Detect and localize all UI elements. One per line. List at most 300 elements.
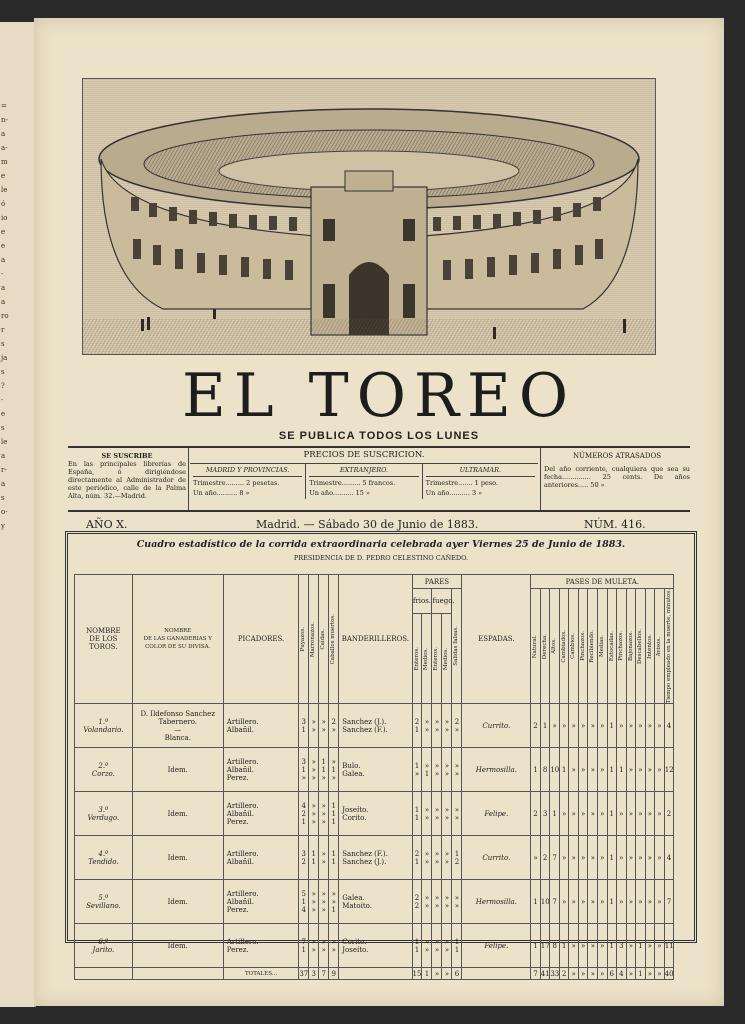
back-issues-title: NÚMEROS ATRASADOS <box>573 452 661 460</box>
issue-date: Madrid. — Sábado 30 de Junio de 1883. <box>256 518 479 531</box>
masthead-subtitle: SE PUBLICA TODOS LOS LUNES <box>278 430 480 442</box>
vertical-header-text: Salidas falsas. <box>453 626 460 667</box>
muleta-stat: » <box>636 792 646 836</box>
totals-stat: 2 <box>559 968 569 980</box>
muleta-stat: 1 <box>607 880 617 924</box>
suscribe-text: En las principales librerías de España, ó dirigiéndose directamente al Administrador de este periódico, calle de la Palma Alta, núm. 32.—Madrid. <box>68 460 186 500</box>
header-ganaderias: NOMBRE DE LAS GANADERIAS Y COLOR DE SU DIVISA. <box>132 575 223 704</box>
pares-stat: » » <box>432 704 442 748</box>
espada: Currito. <box>462 704 531 748</box>
header-muleta-sub <box>664 589 674 704</box>
muleta-stat: » <box>588 924 598 968</box>
left-page-fragment: a <box>1 298 6 306</box>
stats-table <box>74 574 688 980</box>
banderilleros: Sanchez (F.). Sanchez (J.). <box>339 836 412 880</box>
vertical-header-text: Recibiendo. <box>589 629 596 663</box>
totals-stat: 7 <box>319 968 329 980</box>
muleta-stat: 8 <box>540 748 550 792</box>
pares-stat: 1 1 <box>452 924 462 968</box>
muleta-stat: » <box>597 792 607 836</box>
header-muleta-sub <box>531 589 541 704</box>
muleta-stat: » <box>617 880 627 924</box>
left-page-fragment: io <box>1 214 8 222</box>
table-row <box>75 836 688 880</box>
price-column <box>306 464 422 499</box>
totals-stat: » <box>569 968 579 980</box>
picador-stat: » » <box>329 924 339 968</box>
totals-stat: 1 <box>636 968 646 980</box>
header-muleta-sub <box>578 589 588 704</box>
muleta-stat: » <box>655 792 665 836</box>
muleta-stat: 8 <box>550 924 560 968</box>
muleta-stat: » <box>578 924 588 968</box>
muleta-stat: » <box>617 792 627 836</box>
vertical-header-text: Bajonazos. <box>627 631 634 662</box>
totals-stat: 7 <box>531 968 541 980</box>
price-column <box>190 464 306 499</box>
suscribe-section <box>68 452 186 500</box>
muleta-stat: » <box>588 704 598 748</box>
muleta-stat: » <box>626 704 636 748</box>
header-muleta-sub <box>550 589 560 704</box>
header-picadores-sub <box>309 575 319 704</box>
pares-stat: » » <box>432 792 442 836</box>
left-page-fragment: a <box>1 130 6 138</box>
header-pares-sub <box>452 589 462 704</box>
muleta-stat: » <box>655 924 665 968</box>
issue-year: AÑO X. <box>86 518 128 531</box>
header-pares-sub <box>412 613 422 704</box>
muleta-stat: » <box>531 836 541 880</box>
vertical-header-text: Natural. <box>532 634 539 658</box>
header-pares: PARES <box>412 575 462 589</box>
vertical-header-text: Enteros. <box>413 646 420 671</box>
muleta-stat: » <box>645 880 655 924</box>
vertical-header-text: Puyazos. <box>300 627 307 652</box>
pares-stat: » » <box>432 880 442 924</box>
pares-stat: » » <box>442 704 452 748</box>
pares-stat: » » <box>442 880 452 924</box>
totals-stat: 3 <box>309 968 319 980</box>
muleta-stat: » <box>569 704 579 748</box>
muleta-stat: » <box>597 880 607 924</box>
muleta-stat: » <box>597 748 607 792</box>
muleta-stat: » <box>559 836 569 880</box>
espada: Felipe. <box>462 792 531 836</box>
totals-stat: 6 <box>452 968 462 980</box>
masthead-title: EL TOREO <box>181 361 577 431</box>
vertical-header-text: Cambios. <box>570 633 577 660</box>
ganaderia: Idem. <box>132 924 223 968</box>
muleta-stat: » <box>597 924 607 968</box>
muleta-stat: 2 <box>531 704 541 748</box>
muleta-stat: 1 <box>559 748 569 792</box>
back-issues-text: Del año corriente, cualquiera que sea su fecha.............. 25 cents. De años anteriores..... 50 » <box>544 465 690 489</box>
muleta-stat: » <box>588 880 598 924</box>
left-page-fragment: ? <box>1 382 5 390</box>
table-title: Cuadro estadístico de la corrida extraordinaria celebrada ayer Viernes 25 de Junio de 1883. <box>136 539 626 550</box>
left-page-fragment: a <box>1 480 6 488</box>
header-muleta-sub <box>655 589 665 704</box>
left-page-fragment: n- <box>1 116 8 124</box>
totals-stat: » <box>655 968 665 980</box>
suscribe-title: SE SUSCRIBE <box>101 452 153 460</box>
espada: Currito. <box>462 836 531 880</box>
pares-stat: 2 1 <box>412 704 422 748</box>
bull-name: 2.º Corzo. <box>75 748 133 792</box>
bull-name: 3.º Verdugo. <box>75 792 133 836</box>
left-page-fragment: e <box>1 172 6 180</box>
pares-stat: 2 1 <box>412 836 422 880</box>
picador-stat: » » <box>319 836 329 880</box>
left-page-fragment: s <box>1 494 5 502</box>
totals-stat: » <box>626 968 636 980</box>
vertical-header-text: Caídas. <box>320 628 327 650</box>
vertical-header-text: Descabellos. <box>637 628 644 664</box>
left-page-fragment: le <box>1 186 8 194</box>
picador-stat: » » <box>319 704 329 748</box>
table-row <box>75 748 688 792</box>
picador-stat: » » » <box>309 880 319 924</box>
muleta-stat: 2 <box>540 836 550 880</box>
pares-stat: 2 » <box>452 704 462 748</box>
muleta-stat: » <box>645 836 655 880</box>
muleta-stat: » <box>655 880 665 924</box>
muleta-stat: » <box>645 748 655 792</box>
muleta-stat: » <box>559 704 569 748</box>
muleta-stat: 1 <box>540 704 550 748</box>
header-picadores-sub <box>329 575 339 704</box>
time-stat: 11 <box>664 924 674 968</box>
totals-blank <box>75 968 133 980</box>
vertical-header-text: Cambiados. <box>560 629 567 663</box>
picadores: Artillero. Albañil. Perez. <box>223 792 299 836</box>
picador-stat: 7 1 <box>299 924 309 968</box>
muleta-stat: » <box>578 880 588 924</box>
muleta-stat: 1 <box>607 792 617 836</box>
vertical-header-text: Intentos. <box>646 633 653 659</box>
pares-stat: 1 1 <box>412 792 422 836</box>
pares-stat: » » <box>422 792 432 836</box>
picadores: Artillero. Albañil. Perez. <box>223 880 299 924</box>
header-pares-group: frios. <box>412 589 432 614</box>
totals-row <box>75 968 688 980</box>
picador-stat: » » <box>319 924 329 968</box>
totals-blank <box>462 968 531 980</box>
pares-stat: » » <box>442 924 452 968</box>
muleta-stat: » <box>645 704 655 748</box>
ganaderia: Idem. <box>132 836 223 880</box>
picadores: Artillero. Perez. <box>223 924 299 968</box>
pares-stat: » » <box>422 836 432 880</box>
muleta-stat: » <box>578 748 588 792</box>
bull-name: 6.º Jarito. <box>75 924 133 968</box>
muleta-stat: 1 <box>636 924 646 968</box>
picador-stat: » » 1 <box>329 880 339 924</box>
totals-label: TOTALES... <box>223 968 299 980</box>
header-muleta: PASES DE MULETA. <box>531 575 674 589</box>
espada: Hermosilla. <box>462 880 531 924</box>
left-page-fragment: a <box>1 256 6 264</box>
left-page-fragment: a- <box>1 144 8 152</box>
ganaderia: Idem. <box>132 792 223 836</box>
muleta-stat: 1 <box>550 792 560 836</box>
picador-stat: » » <box>309 924 319 968</box>
banderilleros: Sanchez (J.). Sanchez (F.). <box>339 704 412 748</box>
picadores: Artillero. Albañil. Perez. <box>223 748 299 792</box>
pares-stat: » » <box>432 836 442 880</box>
picadores: Artillero. Albañil. <box>223 836 299 880</box>
prices-title: PRECIOS DE SUSCRICION. <box>190 450 538 464</box>
picadores: Artillero. Albañil. <box>223 704 299 748</box>
picador-stat: » » » <box>319 792 329 836</box>
left-page-fragment: m <box>1 158 8 166</box>
muleta-stat: » <box>597 704 607 748</box>
picador-stat: 3 1 <box>299 704 309 748</box>
vertical-header-text: Medias. <box>598 635 605 658</box>
muleta-stat: » <box>578 792 588 836</box>
ganaderia: D. Ildefonso Sanchez Tabernero. — Blanca. <box>132 704 223 748</box>
header-muleta-sub <box>626 589 636 704</box>
pares-stat: » » <box>442 748 452 792</box>
muleta-stat: 7 <box>550 880 560 924</box>
header-picadores-sub <box>319 575 329 704</box>
time-stat: 4 <box>664 836 674 880</box>
pares-stat: » » <box>432 748 442 792</box>
pares-stat: » » <box>442 836 452 880</box>
pares-stat: » 1 <box>422 748 432 792</box>
price-line: Un año.......... 3 » <box>425 489 483 497</box>
muleta-stat: 1 <box>559 924 569 968</box>
back-issues-section <box>544 452 690 489</box>
price-line: Trimestre....... 1 peso. <box>425 479 499 487</box>
pares-stat: » » <box>452 880 462 924</box>
newspaper-page <box>34 18 724 1006</box>
header-muleta-sub <box>607 589 617 704</box>
time-stat: 4 <box>664 704 674 748</box>
header-pares-group: fuego. <box>432 589 452 614</box>
left-page-fragment: y <box>1 522 5 530</box>
muleta-stat: 2 <box>531 792 541 836</box>
left-page-fragment: s <box>1 368 5 376</box>
totals-stat: 41 <box>540 969 550 978</box>
muleta-stat: » <box>617 704 627 748</box>
header-muleta-sub <box>597 589 607 704</box>
picador-stat: 2 » <box>329 704 339 748</box>
prices-section <box>190 450 538 499</box>
muleta-stat: 10 <box>550 748 560 792</box>
table-presidency: PRESIDENCIA DE D. PEDRO CELESTINO CAÑEDO. <box>293 554 469 562</box>
header-muleta-sub <box>636 589 646 704</box>
time-stat: 2 <box>664 792 674 836</box>
issue-number: NÚM. 416. <box>584 518 646 531</box>
totals-stat: » <box>597 968 607 980</box>
price-column-name: EXTRANJERO. <box>309 466 418 477</box>
header-picadores: PICADORES. <box>223 575 299 704</box>
table-row <box>75 704 688 748</box>
vertical-header-text: Enteros. <box>433 646 440 671</box>
muleta-stat: » <box>569 836 579 880</box>
table-row <box>75 924 688 968</box>
muleta-stat: » <box>559 792 569 836</box>
picador-stat: » » <box>309 704 319 748</box>
picador-stat: » 1 » <box>329 748 339 792</box>
picador-stat: » » » <box>309 748 319 792</box>
picador-stat: 1 1 <box>309 836 319 880</box>
muleta-stat: 10 <box>540 880 550 924</box>
left-page-fragment: e <box>1 242 6 250</box>
pares-stat: » » <box>422 924 432 968</box>
picador-stat: » » » <box>309 792 319 836</box>
picador-stat: 1 1 <box>329 836 339 880</box>
left-page-fragment: = <box>1 102 7 110</box>
left-page-fragment: r <box>1 326 5 334</box>
picador-stat: 1 1 » <box>319 748 329 792</box>
left-page-fragment: le <box>1 438 8 446</box>
muleta-stat: » <box>626 836 636 880</box>
left-page-fragment: s <box>1 340 5 348</box>
pares-stat: » » <box>442 792 452 836</box>
muleta-stat: » <box>588 748 598 792</box>
muleta-stat: » <box>626 792 636 836</box>
totals-stat: 15 <box>412 969 422 978</box>
pares-stat: » » <box>452 792 462 836</box>
left-page-fragment: a <box>1 284 6 292</box>
banderilleros: Joseíto. Corito. <box>339 792 412 836</box>
vertical-header-text: Medios. <box>443 647 450 670</box>
totals-stat: 40 <box>664 969 674 978</box>
muleta-stat: » <box>569 924 579 968</box>
picador-stat: 3 2 <box>299 836 309 880</box>
muleta-stat: » <box>597 836 607 880</box>
pares-stat: 1 » <box>412 748 422 792</box>
muleta-stat: » <box>645 924 655 968</box>
vertical-header-text: Estocadas. <box>608 631 615 662</box>
price-column-name: ULTRAMAR. <box>426 466 535 477</box>
header-toros: NOMBRE DE LOS TOROS. <box>75 575 133 704</box>
time-stat: 7 <box>664 880 674 924</box>
muleta-stat: » <box>655 836 665 880</box>
left-page-fragment: r- <box>1 466 7 474</box>
header-picadores-sub <box>299 575 309 704</box>
muleta-stat: 3 <box>617 924 627 968</box>
picador-stat: » » » <box>319 880 329 924</box>
muleta-stat: » <box>636 704 646 748</box>
vertical-header-text: Derecha. <box>541 633 548 659</box>
totals-blank <box>339 968 412 980</box>
muleta-stat: 3 <box>540 792 550 836</box>
header-muleta-sub <box>645 589 655 704</box>
muleta-stat: » <box>569 880 579 924</box>
price-line: Un año.......... 8 » <box>193 489 250 497</box>
subscription-box <box>68 446 690 512</box>
muleta-stat: » <box>626 880 636 924</box>
muleta-stat: » <box>636 836 646 880</box>
pares-stat: » » <box>432 924 442 968</box>
left-page-edge <box>0 22 36 1007</box>
left-page-fragment: ó <box>1 200 6 208</box>
muleta-stat: 1 <box>607 704 617 748</box>
muleta-stat: 1 <box>607 924 617 968</box>
muleta-stat: » <box>655 704 665 748</box>
stats-table-frame <box>65 531 697 978</box>
muleta-stat: 1 <box>531 880 541 924</box>
vertical-header-text: Pinchazos. <box>579 631 586 662</box>
price-line: Trimestre......... 2 pesetas. <box>193 479 280 487</box>
totals-stat: 6 <box>607 968 617 980</box>
muleta-stat: » <box>617 836 627 880</box>
muleta-stat: » <box>550 704 560 748</box>
picador-stat: 4 2 1 <box>299 792 309 836</box>
totals-stat: » <box>578 968 588 980</box>
left-page-fragment: - <box>1 270 4 278</box>
price-line: Un año.......... 15 » <box>309 489 370 497</box>
price-line: Trimestre......... 5 francos. <box>309 479 396 487</box>
pares-stat: 1 1 <box>412 924 422 968</box>
espada: Felipe. <box>462 924 531 968</box>
price-column <box>423 464 538 499</box>
totals-stat: 4 <box>617 968 627 980</box>
espada: Hermosilla. <box>462 748 531 792</box>
pares-stat: » » <box>452 748 462 792</box>
header-muleta-sub <box>588 589 598 704</box>
pares-stat: 2 2 <box>412 880 422 924</box>
pares-stat: » » <box>422 704 432 748</box>
time-stat: 12 <box>664 748 674 792</box>
header-banderilleros: BANDERILLEROS. <box>339 575 412 704</box>
header-muleta-sub <box>540 589 550 704</box>
pares-stat: » » <box>422 880 432 924</box>
muleta-stat: » <box>588 836 598 880</box>
left-page-fragment: ro <box>1 312 9 320</box>
muleta-stat: 1 <box>531 924 541 968</box>
bull-name: 5.º Sevillano. <box>75 880 133 924</box>
muleta-stat: » <box>559 880 569 924</box>
left-page-fragment: e <box>1 228 6 236</box>
table-row <box>75 880 688 924</box>
muleta-stat: » <box>588 792 598 836</box>
bull-name: 4.º Tendido. <box>75 836 133 880</box>
left-page-fragment: o- <box>1 508 8 516</box>
left-page-fragment: s <box>1 424 5 432</box>
totals-stat: 9 <box>329 968 339 980</box>
left-page-fragment: - <box>1 396 4 404</box>
vertical-header-text: Tiempo empleado en la muerte, minutos. <box>665 589 672 704</box>
pares-stat: 1 2 <box>452 836 462 880</box>
muleta-stat: 17 <box>540 924 550 968</box>
muleta-stat: » <box>578 704 588 748</box>
muleta-stat: » <box>636 748 646 792</box>
header-muleta-sub <box>617 589 627 704</box>
vertical-header-text: Caballos muertos. <box>330 614 337 665</box>
totals-stat: » <box>588 968 598 980</box>
header-pares-sub <box>422 613 432 704</box>
muleta-stat: » <box>569 792 579 836</box>
ganaderia: Idem. <box>132 748 223 792</box>
picador-stat: 5 1 4 <box>299 880 309 924</box>
picador-stat: 1 1 1 <box>329 792 339 836</box>
header-pares-sub <box>442 613 452 704</box>
totals-stat: » <box>432 968 442 980</box>
price-column-name: MADRID Y PROVINCIAS. <box>193 466 302 477</box>
picador-stat: 3 1 » <box>299 748 309 792</box>
ganaderia: Idem. <box>132 880 223 924</box>
muleta-stat: 1 <box>607 748 617 792</box>
left-page-fragment: a <box>1 452 6 460</box>
header-muleta-sub <box>569 589 579 704</box>
left-page-fragment: e <box>1 410 6 418</box>
totals-stat: » <box>442 968 452 980</box>
